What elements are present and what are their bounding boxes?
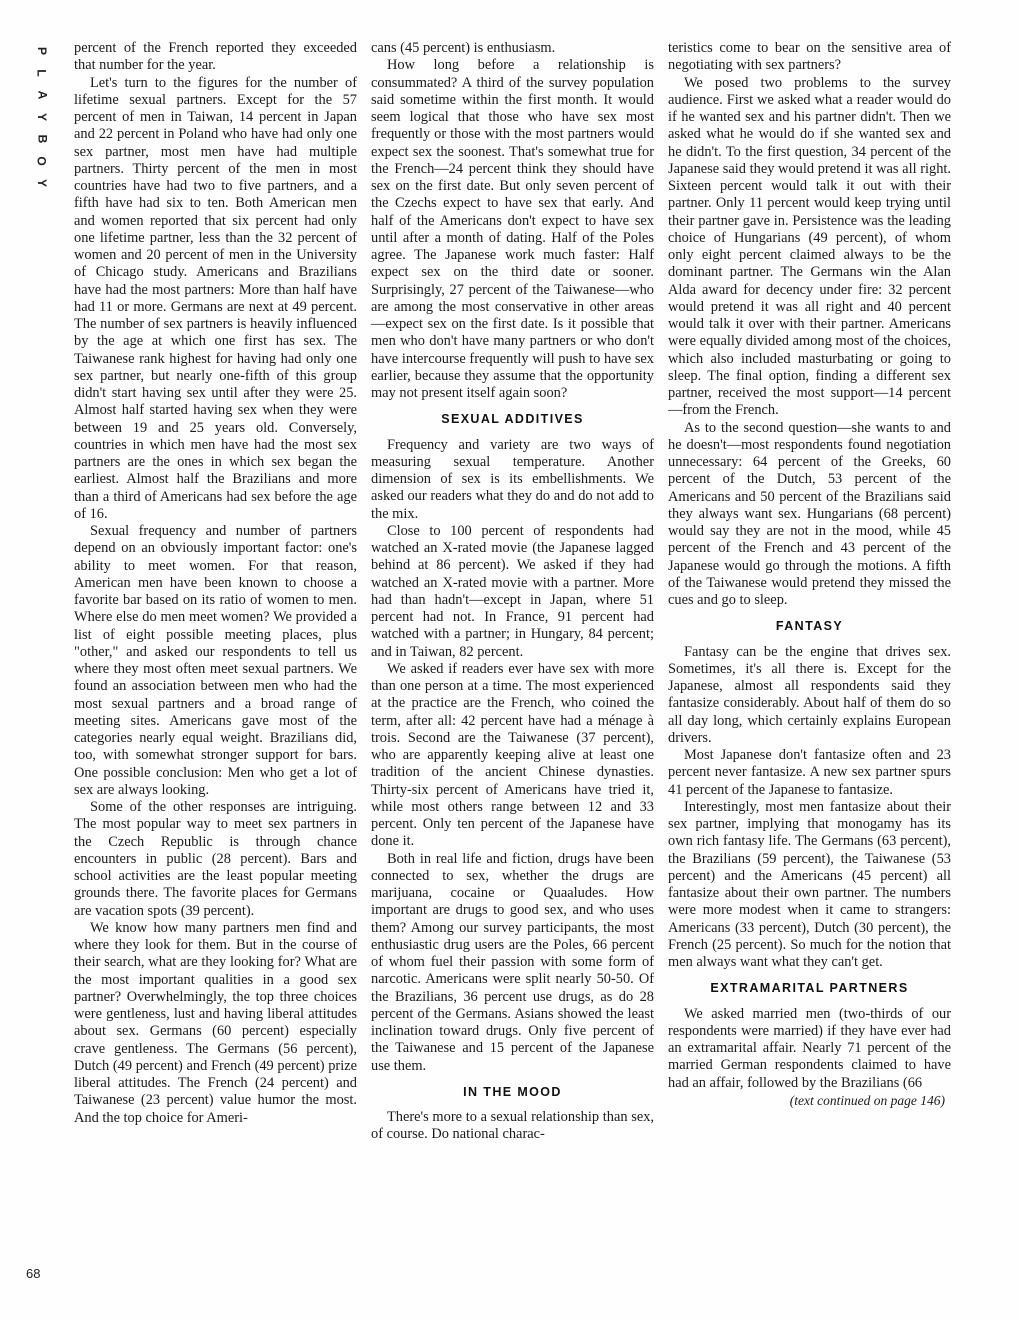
paragraph: cans (45 percent) is enthusiasm. — [371, 40, 556, 56]
paragraph: Both in real life and fiction, drugs have been connected to sex, whether the drugs are marijuana, cocaine or Quaaludes. How important are drugs to good sex, and who uses them? Among our survey participants, the most enthusiastic drug users are the Poles, 66 percent of whom fuel their passion with some form of narcotic. Americans were split nearly 50-50. Of the Brazilians, 36 percent use drugs, as do 28 percent of the Germans. Asians showed the least inclination toward drugs. Only five percent of the Taiwanese and 15 percent of the Japanese use them. — [371, 850, 654, 1074]
continued-note: (text continued on page 146) — [789, 1092, 945, 1108]
text-column-1 — [74, 40, 357, 1127]
side-letter: A — [34, 90, 49, 100]
paragraph: Let's turn to the figures for the number of lifetime sexual partners. Except for the 57 percent of men in Taiwan, 14 percent in Japan and 22 percent in Poland who have had only one sex partner, most men have had multiple partners. Thirty percent of the men in most countries have had two to five partners, and a fifth have had six to ten. Both American men and women reported that six percent had only one lifetime partner, less than the 32 percent of women and 20 percent of men in the University of Chicago study. Americans and Brazilians have had the most partners: More than half have had 11 or more. Germans are next at 49 percent. The number of sex partners is heavily influenced by the age at which one first has sex. The Taiwanese rank highest for having had only one sex partner, but nearly one-fifth of this group didn't start having sex until after they were 25. Almost half started having sex when they were between 19 and 25 years old. Conversely, countries in which men have had the most sex partners are the ones in which sex began the earliest. Almost half the Brazilians and more than a third of Americans had sex before the age of 16. — [74, 74, 357, 522]
page-number: 68 — [26, 1266, 41, 1281]
magazine-side-logo — [30, 40, 54, 194]
paragraph: teristics come to bear on the sensitive area of negotiating with sex partners? — [668, 40, 951, 74]
paragraph: Sexual frequency and number of partners depend on an obviously important factor: one's ability to meet women. For that reason, American men have been known to choose a favorite bar based on its ratio of women to men. Where else do men meet women? We provided a list of eight possible meeting places, plus "other," and asked our respondents to tell us where they most often meet sexual partners. We found an association between men who had the most sexual partners and a broad range of meeting sites. Americans gave most of the categories nearly equal weight. Brazilians did, too, with somewhat stronger support for bars. One possible conclusion: Men who get a lot of sex are always looking. — [74, 523, 357, 798]
section-heading-extramarital-partners: EXTRAMARITAL PARTNERS — [710, 981, 909, 996]
paragraph: We asked married men (two-thirds of our respondents were married) if they have ever had an extramarital affair. Nearly 71 percent of the married German respondents claimed to have had an affair, followed by the Brazilians (66 — [668, 1005, 951, 1091]
paragraph: We posed two problems to the survey audience. First we asked what a reader would do if he wanted sex and his partner didn't. Then we asked what he would do if she wanted sex and he didn't. To the first question, 34 percent of the Japanese said they would pretend it was all right. Sixteen percent would talk it out with their partner. Only 11 percent would keep trying until their partner gave in. Persistence was the leading choice of Hungarians (49 percent), of whom only eight percent claimed always to be the dominant partner. The Germans win the Alan Alda award for decency under fire: 32 percent would pretend it was all right and 40 percent would talk it over with their partner. Americans were equally divided among most of the choices, which also included masturbating or going to sleep. The final option, finding a different sex partner, received the most support—14 percent—from the French. — [668, 74, 951, 419]
section-heading-fantasy: FANTASY — [775, 619, 844, 634]
side-letter: B — [34, 134, 49, 144]
paragraph: Interestingly, most men fantasize about their sex partner, implying that monogamy has its own rich fantasy life. The Germans (63 percent), the Brazilians (59 percent), the Taiwanese (53 percent) and the Americans (45 percent) all fantasize about their own partner. The numbers were more modest when it came to strangers: Americans (33 percent), Dutch (30 percent), the French (25 percent). So much for the notion that men always want what they can't get. — [668, 798, 951, 970]
text-column-2 — [371, 40, 654, 1144]
side-letter: Y — [34, 112, 49, 122]
paragraph: There's more to a sexual relationship than sex, of course. Do national charac- — [371, 1109, 654, 1143]
side-letter: P — [34, 46, 49, 56]
paragraph: Some of the other responses are intriguing. The most popular way to meet sex partners in the Czech Republic is through chance encounters in public (28 percent). Bars and school activities are the least popular meeting grounds there. The favorite places for Germans are vacation spots (39 percent). — [74, 799, 357, 919]
paragraph: percent of the French reported they exceeded that number for the year. — [74, 40, 357, 74]
paragraph: How long before a relationship is consummated? A third of the survey population said sometime within the first month. It would seem logical that those who have sex most frequently or those with the most partners would expect sex the soonest. That's somewhat true for the French—24 percent think they should have sex on the first date. But only seven percent of the Czechs expect to have sex that early. And half of the Americans don't expect to have sex until after a month of dating. Half of the Poles agree. The Japanese work much faster: Half expect sex on the third date or sooner. Surprisingly, 27 percent of the Taiwanese—who are among the most conservative in other areas—expect sex on the first date. Is it possible that men who don't have many partners or who don't have intercourse frequently will push to have sex earlier, because they assume that the opportunity may not present itself again soon? — [371, 57, 654, 401]
text-column-3 — [668, 40, 951, 1109]
side-letter: O — [35, 156, 49, 166]
side-letter: L — [35, 69, 49, 77]
paragraph: Fantasy can be the engine that drives sex. Sometimes, it's all there is. Except for the Japanese, almost all respondents said they fantasize considerably. About half of them do so all day long, which certainly explains European drivers. — [668, 643, 951, 746]
section-heading-sexual-additives: SEXUAL ADDITIVES — [441, 412, 584, 427]
paragraph: Frequency and variety are two ways of measuring sexual temperature. Another dimension of sex is its embellishments. We asked our readers what they do and do not add to the mix. — [371, 436, 654, 522]
paragraph: We asked if readers ever have sex with more than one person at a time. The most experienced at the practice are the French, who coined the term, after all: 42 percent have had a ménage à trois. Second are the Taiwanese (37 percent), who are apparently keeping alive at least one tradition of the ancient Chinese dynasties. Thirty-six percent of Americans have tried it, while most others range between 12 and 33 percent. Only ten percent of the Japanese have done it. — [371, 660, 654, 850]
paragraph: As to the second question—she wants to and he doesn't—most respondents found negotiation unnecessary: 64 percent of the Greeks, 60 percent of the Dutch, 53 percent of the Americans and 50 percent of the Brazilians said they always want sex. Hungarians (68 percent) would say they are not in the mood, while 45 percent of the French and 43 percent of the Japanese would go through the motions. A fifth of the Taiwanese would pretend they missed the cues and go to sleep. — [668, 419, 951, 608]
paragraph: Most Japanese don't fantasize often and 23 percent never fantasize. A new sex partner spurs 41 percent of the Japanese to fantasize. — [668, 747, 951, 798]
side-letter: Y — [34, 178, 49, 188]
paragraph: Close to 100 percent of respondents had watched an X-rated movie (the Japanese lagged behind at 86 percent). We asked if they had watched an X-rated movie with a partner. More had than hadn't—except in Japan, where 51 percent had not. In France, 91 percent had watched with a partner; in Hungary, 84 percent; and in Taiwan, 82 percent. — [371, 522, 654, 660]
section-heading-in-the-mood: IN THE MOOD — [463, 1084, 562, 1099]
paragraph: We know how many partners men find and where they look for them. But in the course of their search, what are they looking for? What are the most important qualities in a good sex partner? Overwhelmingly, the top three choices were gentleness, lust and having liberal attitudes about sex. Germans (60 percent) especially crave gentleness. The Germans (56 percent), Dutch (49 percent) and French (49 percent) prize liberal attitudes. The French (24 percent) and Taiwanese (23 percent) value humor the most. And the top choice for Ameri- — [74, 919, 357, 1126]
